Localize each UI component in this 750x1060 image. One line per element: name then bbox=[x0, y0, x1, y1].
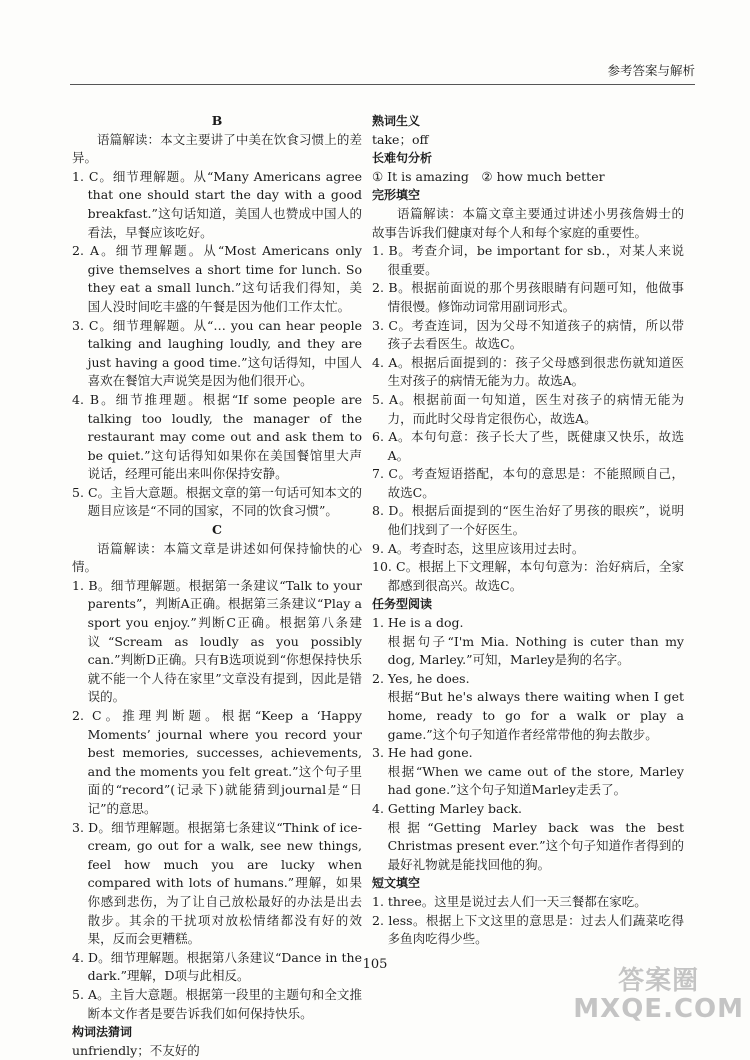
answer-item: 8. D。根据后面提到的“医生治好了男孩的眼疾”，说明他们找到了一个好医生。 bbox=[372, 503, 684, 538]
right-column bbox=[372, 112, 684, 949]
task-answer: 1. He is a dog. bbox=[372, 615, 464, 631]
answer-item: 2. A。细节理解题。从“Most Americans only give themselves a short time for lunch. So they eat a small lunch.”这句话我们得知，美国人没时间吃丰盛的午餐是因为他们工作太忙。 bbox=[72, 243, 362, 314]
answer-item: 5. A。根据前面一句知道，医生对孩子的病情无能为力，而此时父母肯定很伤心，故选A。 bbox=[372, 391, 684, 426]
word-formation-heading: 构词法猜词 bbox=[72, 1025, 133, 1040]
answer-item: 1. B。细节理解题。根据第一条建议“Talk to your parents”，判断A正确。根据第三条建议“Play a sport you enjoy.”判断C正确。根据第八条建议“Scream as loudly as you possibly can.”判断D正确。只有B选项说到“你想保持快乐就不能一个人待在家里”文章没有提到，因此是错误的。 bbox=[72, 577, 362, 705]
answer-item: 4. A。根据后面提到的：孩子父母感到很悲伤就知道医生对孩子的病情无能为力。故选A。 bbox=[372, 354, 684, 389]
page-number: 105 bbox=[362, 957, 388, 972]
section-c-intro: 语篇解读：本篇文章是讲述如何保持愉快的心情。 bbox=[72, 540, 362, 575]
answer-item: 2. less。根据上下文这里的意思是：过去人们蔬菜吃得多鱼肉吃得少些。 bbox=[372, 912, 684, 947]
page-header-title: 参考答案与解析 bbox=[607, 63, 695, 78]
watermark-logo bbox=[573, 967, 744, 1023]
answer-item: 3. C。考查连词，因为父母不知道孩子的病情，所以带孩子去看医生。故选C。 bbox=[372, 317, 684, 352]
task-answer: 3. He had gone. bbox=[372, 745, 473, 761]
watermark-line-1: 答案圈 bbox=[618, 966, 700, 996]
task-answer: 4. Getting Marley back. bbox=[372, 800, 523, 816]
answer-item: 4. D。细节理解题。根据第八条建议“Dance in the dark.”理解，D项与此相反。 bbox=[72, 949, 362, 984]
task-explanation: 根据句子“I'm Mia. Nothing is cuter than my dog, Marley.”可知，Marley是狗的名字。 bbox=[387, 633, 684, 668]
cloze-heading: 完形填空 bbox=[372, 188, 421, 203]
answer-item: 9. A。考查时态，这里应该用过去时。 bbox=[372, 540, 585, 556]
task-reading-heading: 任务型阅读 bbox=[372, 597, 433, 612]
answer-item: 5. C。主旨大意题。根据文章的第一句话可知本文的题目应该是“不同的国家，不同的饮食习惯”。 bbox=[72, 484, 362, 519]
cloze-intro: 语篇解读：本篇文章主要通过讲述小男孩詹姆士的故事告诉我们健康对每个人和每个家庭的重要性。 bbox=[372, 205, 684, 240]
vocab-heading: 熟词生义 bbox=[372, 114, 421, 128]
answer-item: 1. B。考查介词，be important for sb.，对某人来说很重要。 bbox=[372, 243, 684, 277]
answer-item: 10. C。根据上下文理解，本句句意为：治好病后，全家都感到很高兴。故选C。 bbox=[372, 559, 684, 593]
answer-item: 2. B。根据前面说的那个男孩眼睛有问题可知，他做事情很慢。修饰动词常用副词形式。 bbox=[372, 280, 684, 314]
answer-item: 4. B。细节推理题。根据“If some people are talking too loudly, the manager of the restaurant may come out and ask them to be quiet.”这句话得知如果你在美国餐馆里大声说话，经理可能出来叫你保持安静。 bbox=[72, 391, 362, 482]
answer-item: 3. D。细节理解题。根据第七条建议“Think of ice-cream, go out for a walk, see new things, feel how much you are lucky when compared with lots of humans.”理解，如果你感到悲伤，为了让自己放松最好的办法是出去散步。其余的干扰项对放松情绪都没有好的效果，反而会更糟糕。 bbox=[72, 819, 362, 947]
left-column bbox=[72, 112, 362, 1060]
answer-item: 6. A。本句句意：孩子长大了些，既健康又快乐，故选A。 bbox=[372, 429, 684, 463]
answer-item: 3. C。细节理解题。从“… you can hear people talking and laughing loudly, and they are just having a good time.”这句话得知，中国人喜欢在餐馆大声说笑是因为他们很开心。 bbox=[72, 317, 362, 389]
answer-item: 2. C。推理判断题。根据“Keep a ‘Happy Moments’ journal where you record your best memories, successes, achievements, and the moments you felt great.”这个句子里面的“record”(记录下)就能猜到journal是“日记”的意思。 bbox=[72, 708, 362, 816]
short-passage-heading: 短文填空 bbox=[372, 876, 421, 891]
vocab-text: take；off bbox=[372, 131, 429, 147]
header-rule bbox=[70, 84, 695, 85]
task-explanation: 根据“But he's always there waiting when I get home, ready to go for a walk or play a game.”这个句子知道作者经常带他的狗去散步。 bbox=[387, 689, 684, 742]
task-explanation: 根据“When we came out of the store, Marley had gone.”这个句子知道Marley走丢了。 bbox=[387, 763, 684, 798]
section-b-heading: B bbox=[211, 113, 223, 128]
section-c-heading: C bbox=[212, 522, 222, 538]
watermark-line-2: MXQE.COM bbox=[573, 994, 744, 1024]
long-sentence-heading: 长难句分析 bbox=[372, 151, 433, 166]
long-sentence-text: ① It is amazing ② how much better bbox=[372, 168, 605, 184]
answer-item: 7. C。考查短语搭配，本句的意思是：不能照顾自己，故选C。 bbox=[372, 466, 684, 500]
answer-item: 1. C。细节理解题。从“Many Americans agree that one should start the day with a good breakfast.”这句话知道，美国人也赞成中国人的看法，早餐应该吃好。 bbox=[72, 168, 362, 240]
answer-item: 1. three。这里是说过去人们一天三餐都在家吃。 bbox=[372, 893, 647, 909]
task-explanation: 根据“Getting Marley back was the best Christmas present ever.”这个句子知道作者得到的最好礼物就是能找回他的狗。 bbox=[387, 819, 684, 872]
section-b-intro: 语篇解读：本文主要讲了中美在饮食习惯上的差异。 bbox=[72, 131, 362, 166]
answer-item: 5. A。主旨大意题。根据第一段里的主题句和全文推断本文作者是要告诉我们如何保持快乐。 bbox=[72, 986, 362, 1021]
task-answer: 2. Yes, he does. bbox=[372, 670, 470, 686]
word-formation-text: unfriendly；不友好的 bbox=[72, 1042, 200, 1058]
